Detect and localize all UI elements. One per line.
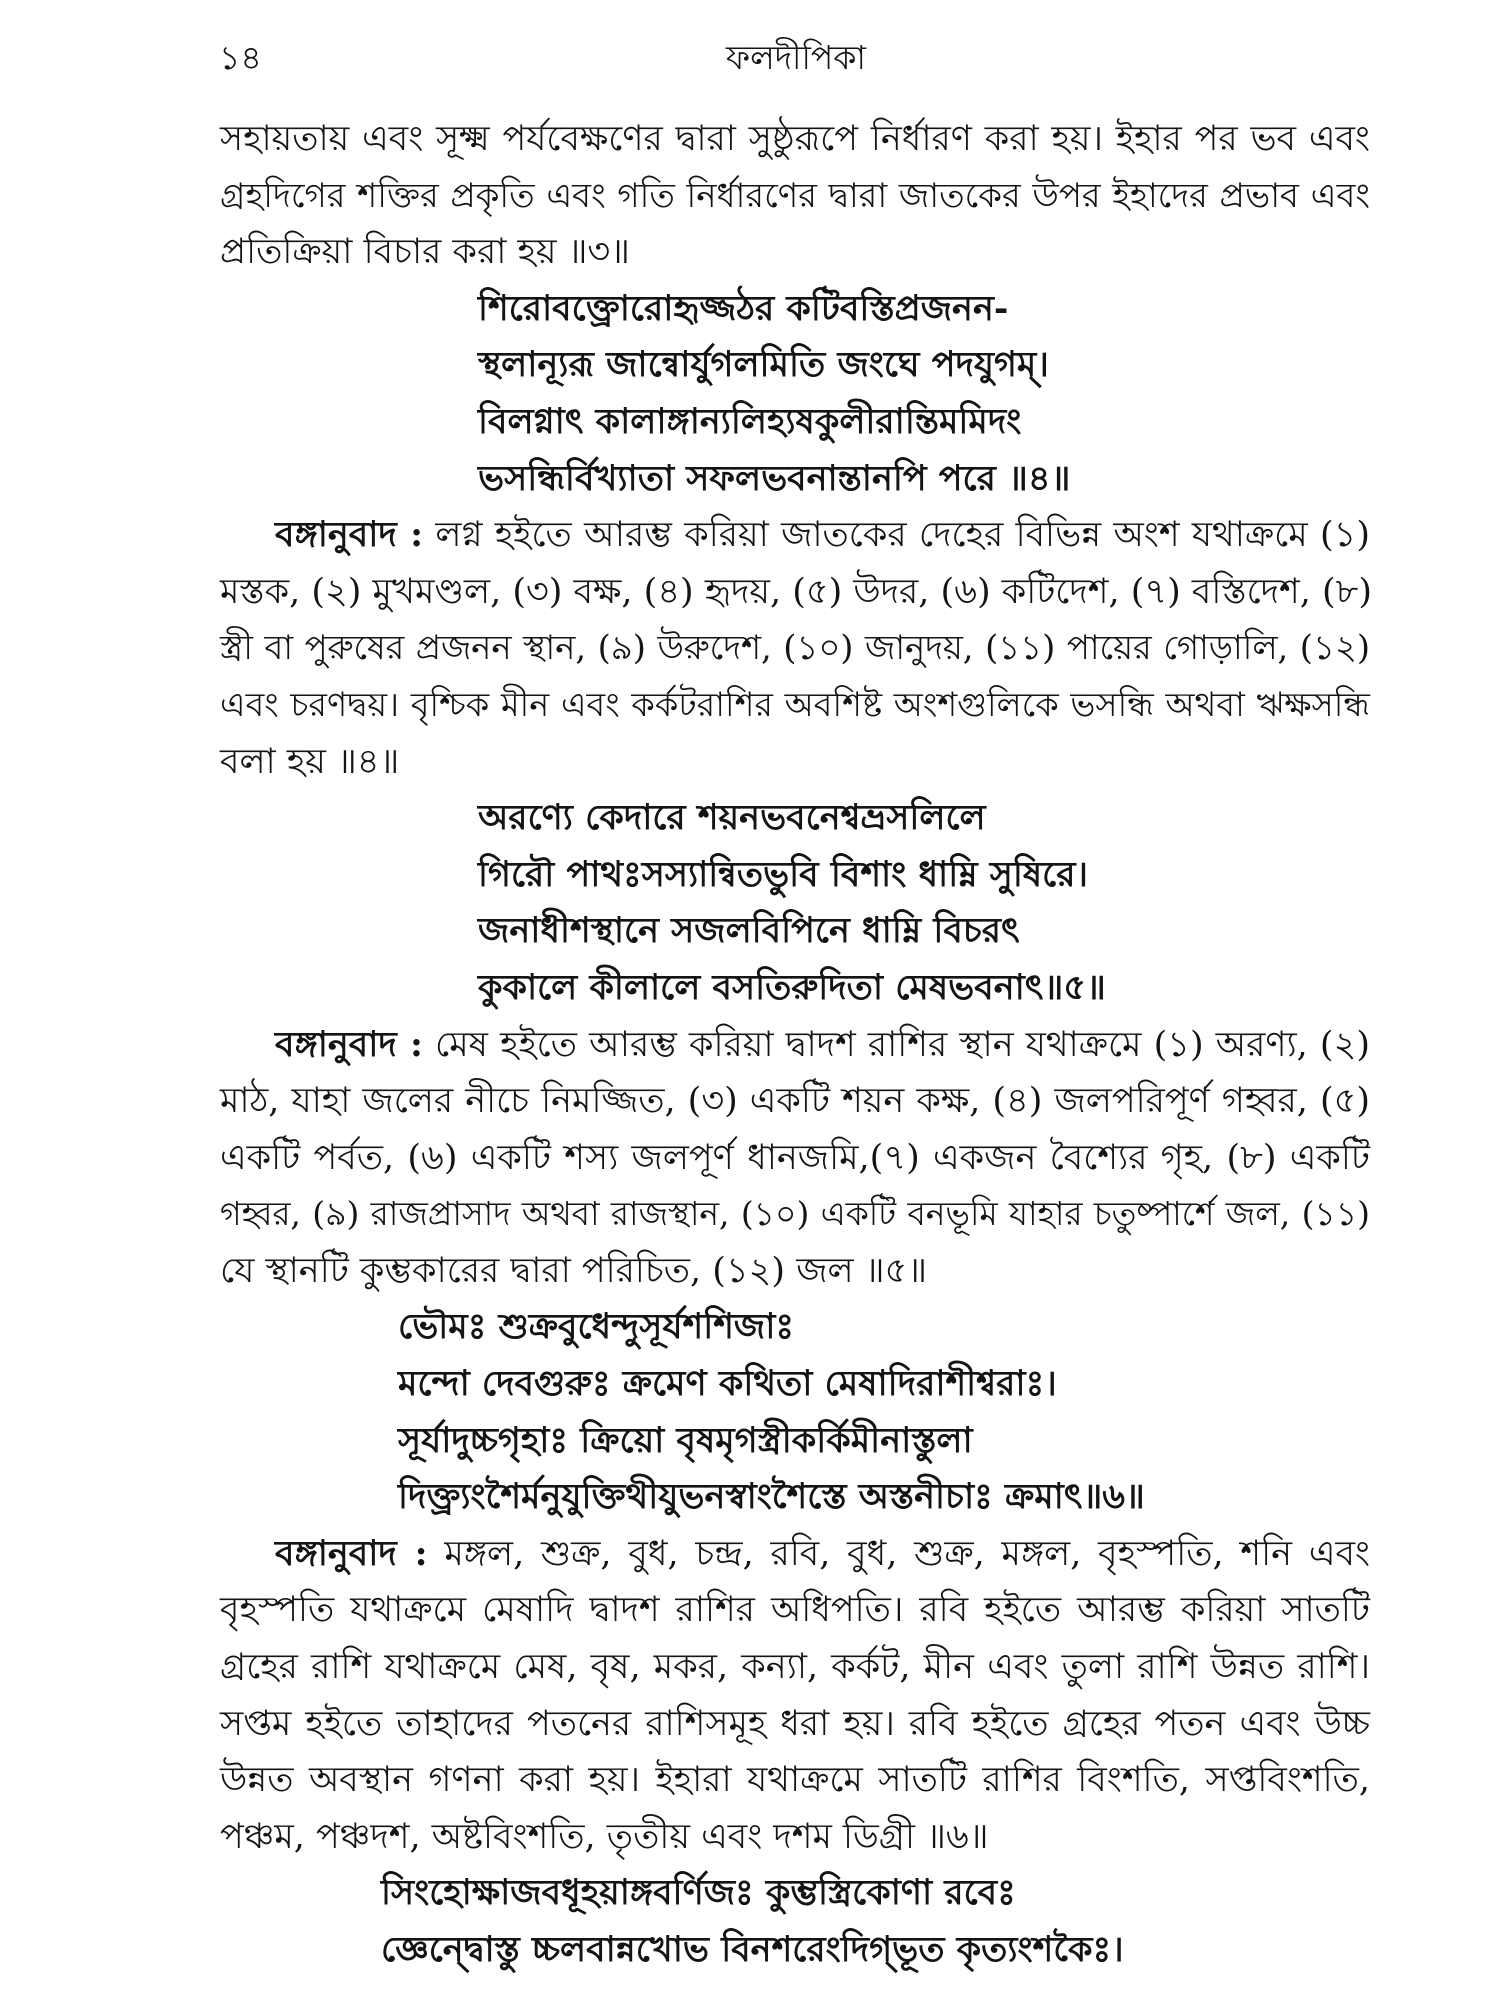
translation-6 [220,1526,1372,1866]
translation-text: লগ্ন হইতে আরম্ভ করিয়া জাতকের দেহের বিভিন্ন অংশ যথাক্রমে (১) [435,515,1370,556]
running-title: ফলদীপিকা [726,38,866,77]
translation-line: উন্নত অবস্থান গণনা করা হয়। ইহারা যথাক্রমে সাতটি রাশির বিংশতি, সপ্তবিংশতি, [220,1760,1370,1801]
verse-line: ভৌমঃ শুক্রবুধেন্দুসূর্যশশিজাঃ [398,1306,795,1348]
verse-6 [220,1299,1372,1525]
translation-label: বঙ্গানুবাদ : [275,1532,428,1574]
verse-7 [220,1865,1372,1978]
translation-text: মেষ হইতে আরম্ভ করিয়া দ্বাদশ রাশির স্থান যথাক্রমে (১) অরণ্য, (২) [435,1024,1370,1065]
verse-line: জনাধীশস্থানে সজলবিপিনে ধাম্নি বিচরৎ [478,910,1020,952]
prose-line: প্রতিক্রিয়া বিচার করা হয় ॥৩॥ [220,232,630,273]
translation-line: একটি পর্বত, (৬) একটি শস্য জলপূর্ণ ধানজমি,(৭) একজন বৈশ্যের গৃহ, (৮) একটি [220,1137,1370,1178]
translation-line: গ্রহের রাশি যথাক্রমে মেষ, বৃষ, মকর, কন্যা, কর্কট, মীন এবং তুলা রাশি উন্নত রাশি। [220,1647,1370,1688]
translation-line: বৃহস্পতি যথাক্রমে মেষাদি দ্বাদশ রাশির অধিপতি। রবি হইতে আরম্ভ করিয়া সাতটি [220,1590,1370,1631]
translation-line [220,507,1372,564]
verse-line: মন্দো দেবগুরুঃ ক্রমেণ কথিতা মেষাদিরাশীশ্বরাঃ। [398,1363,1057,1405]
verse-line: কুকালে কীলালে বসতিরুদিতা মেষভবনাৎ॥৫॥ [478,966,1106,1008]
verse-4 [220,281,1372,507]
prose-line: সহায়তায় এবং সূক্ষ্ম পর্যবেক্ষণের দ্বারা সুষ্ঠুরূপে নির্ধারণ করা হয়। ইহার পর ভব এবং [220,119,1370,159]
translation-line: বলা হয় ॥৪॥ [220,741,400,782]
translation-line: সপ্তম হইতে তাহাদের পতনের রাশিসমূহ ধরা হয়। রবি হইতে গ্রহের পতন এবং উচ্চ [220,1703,1370,1744]
verse-line: গিরৌ পাথঃসস্যান্বিতভুবি বিশাং ধাম্নি সুষিরে। [478,853,1089,895]
verse-line: ভসন্ধির্বিখ্যাতা সফলভবনান্তানপি পরে ॥৪॥ [478,457,1071,499]
translation-line: পঞ্চম, পঞ্চদশ, অষ্টবিংশতি, তৃতীয় এবং দশম ডিগ্রী ॥৬॥ [220,1816,989,1857]
translation-line [220,1017,1372,1074]
verse-line: জ্ঞেন্দ্বোস্তু চ্চলবান্নখোভ বিনশরেংদিগ্‌ভূত কৃত্যংশকৈঃ। [381,1929,1124,1970]
translation-line: স্ত্রী বা পুরুষের প্রজনন স্থান, (৯) উরুদেশ, (১০) জানুদয়, (১১) পায়ের গোড়ালি, (১২) [220,628,1370,668]
prose-line: গ্রহদিগের শক্তির প্রকৃতি এবং গতি নির্ধারণের দ্বারা জাতকের উপর ইহাদের প্রভাব এবং [220,175,1370,216]
translation-5 [220,1017,1372,1300]
translation-line: মাঠ, যাহা জলের নীচে নিমজ্জিত, (৩) একটি শয়ন কক্ষ, (৪) জলপরিপূর্ণ গহ্বর, (৫) [220,1081,1370,1122]
translation-line: যে স্থানটি কুম্ভকারের দ্বারা পরিচিত, (১২) জল ॥৫॥ [220,1250,928,1291]
verse-5 [220,790,1372,1016]
translation-text: মঙ্গল, শুক্র, বুধ, চন্দ্র, রবি, বুধ, শুক্র, মঙ্গল, বৃহস্পতি, শনি এবং [444,1533,1370,1574]
page-number: ১৪ [219,38,262,77]
translation-4 [220,507,1372,790]
translation-line: এবং চরণদ্বয়। বৃশ্চিক মীন এবং কর্কটরাশির অবশিষ্ট অংশগুলিকে ভসন্ধি অথবা ঋক্ষসন্ধি [220,684,1370,724]
verse-line: দিক্ত্র্যংশৈর্মনুযুক্তিথীযুভনস্বাংশৈস্তে অস্তনীচাঃ ক্রমাৎ॥৬॥ [398,1476,1145,1518]
verse-line: স্থলান্যূরূ জান্বোর্যুগলমিতি জংঘে পদযুগম্। [478,344,1049,386]
continuation-paragraph [220,111,1372,281]
verse-line: সূর্যাদুচ্চগৃহাঃ ক্রিয়ো বৃষমৃগস্ত্রীকর্কিমীনাস্তুলা [398,1419,973,1461]
verse-line: সিংহোক্ষাজবধূহয়াঙ্গবর্ণিজঃ কুম্ভস্ত্রিকোণা রবেঃ [381,1872,1016,1914]
translation-line: গহ্বর, (৯) রাজপ্রাসাদ অথবা রাজস্থান, (১০) একটি বনভূমি যাহার চতুষ্পার্শে জল, (১১) [220,1194,1370,1234]
translation-label: বঙ্গানুবাদ : [275,514,424,556]
verse-line: অরণ্যে কেদারে শয়নভবনেশ্বভ্রসলিলে [478,797,986,839]
translation-line: মস্তক, (২) মুখমণ্ডল, (৩) বক্ষ, (৪) হৃদয়, (৫) উদর, (৬) কটিদেশ, (৭) বস্তিদেশ, (৮) [220,571,1372,612]
translation-line [220,1526,1372,1583]
translation-label: বঙ্গানুবাদ : [275,1023,423,1065]
verse-line: বিলগ্নাৎ কালাঙ্গান্যলিহ্যষকুলীরান্তিমমিদং [478,400,1022,442]
text-body [220,111,1372,1979]
verse-line: শিরোবক্ত্রোরোহৃজ্জঠর কটিবস্তিপ্রজনন- [478,287,1009,329]
